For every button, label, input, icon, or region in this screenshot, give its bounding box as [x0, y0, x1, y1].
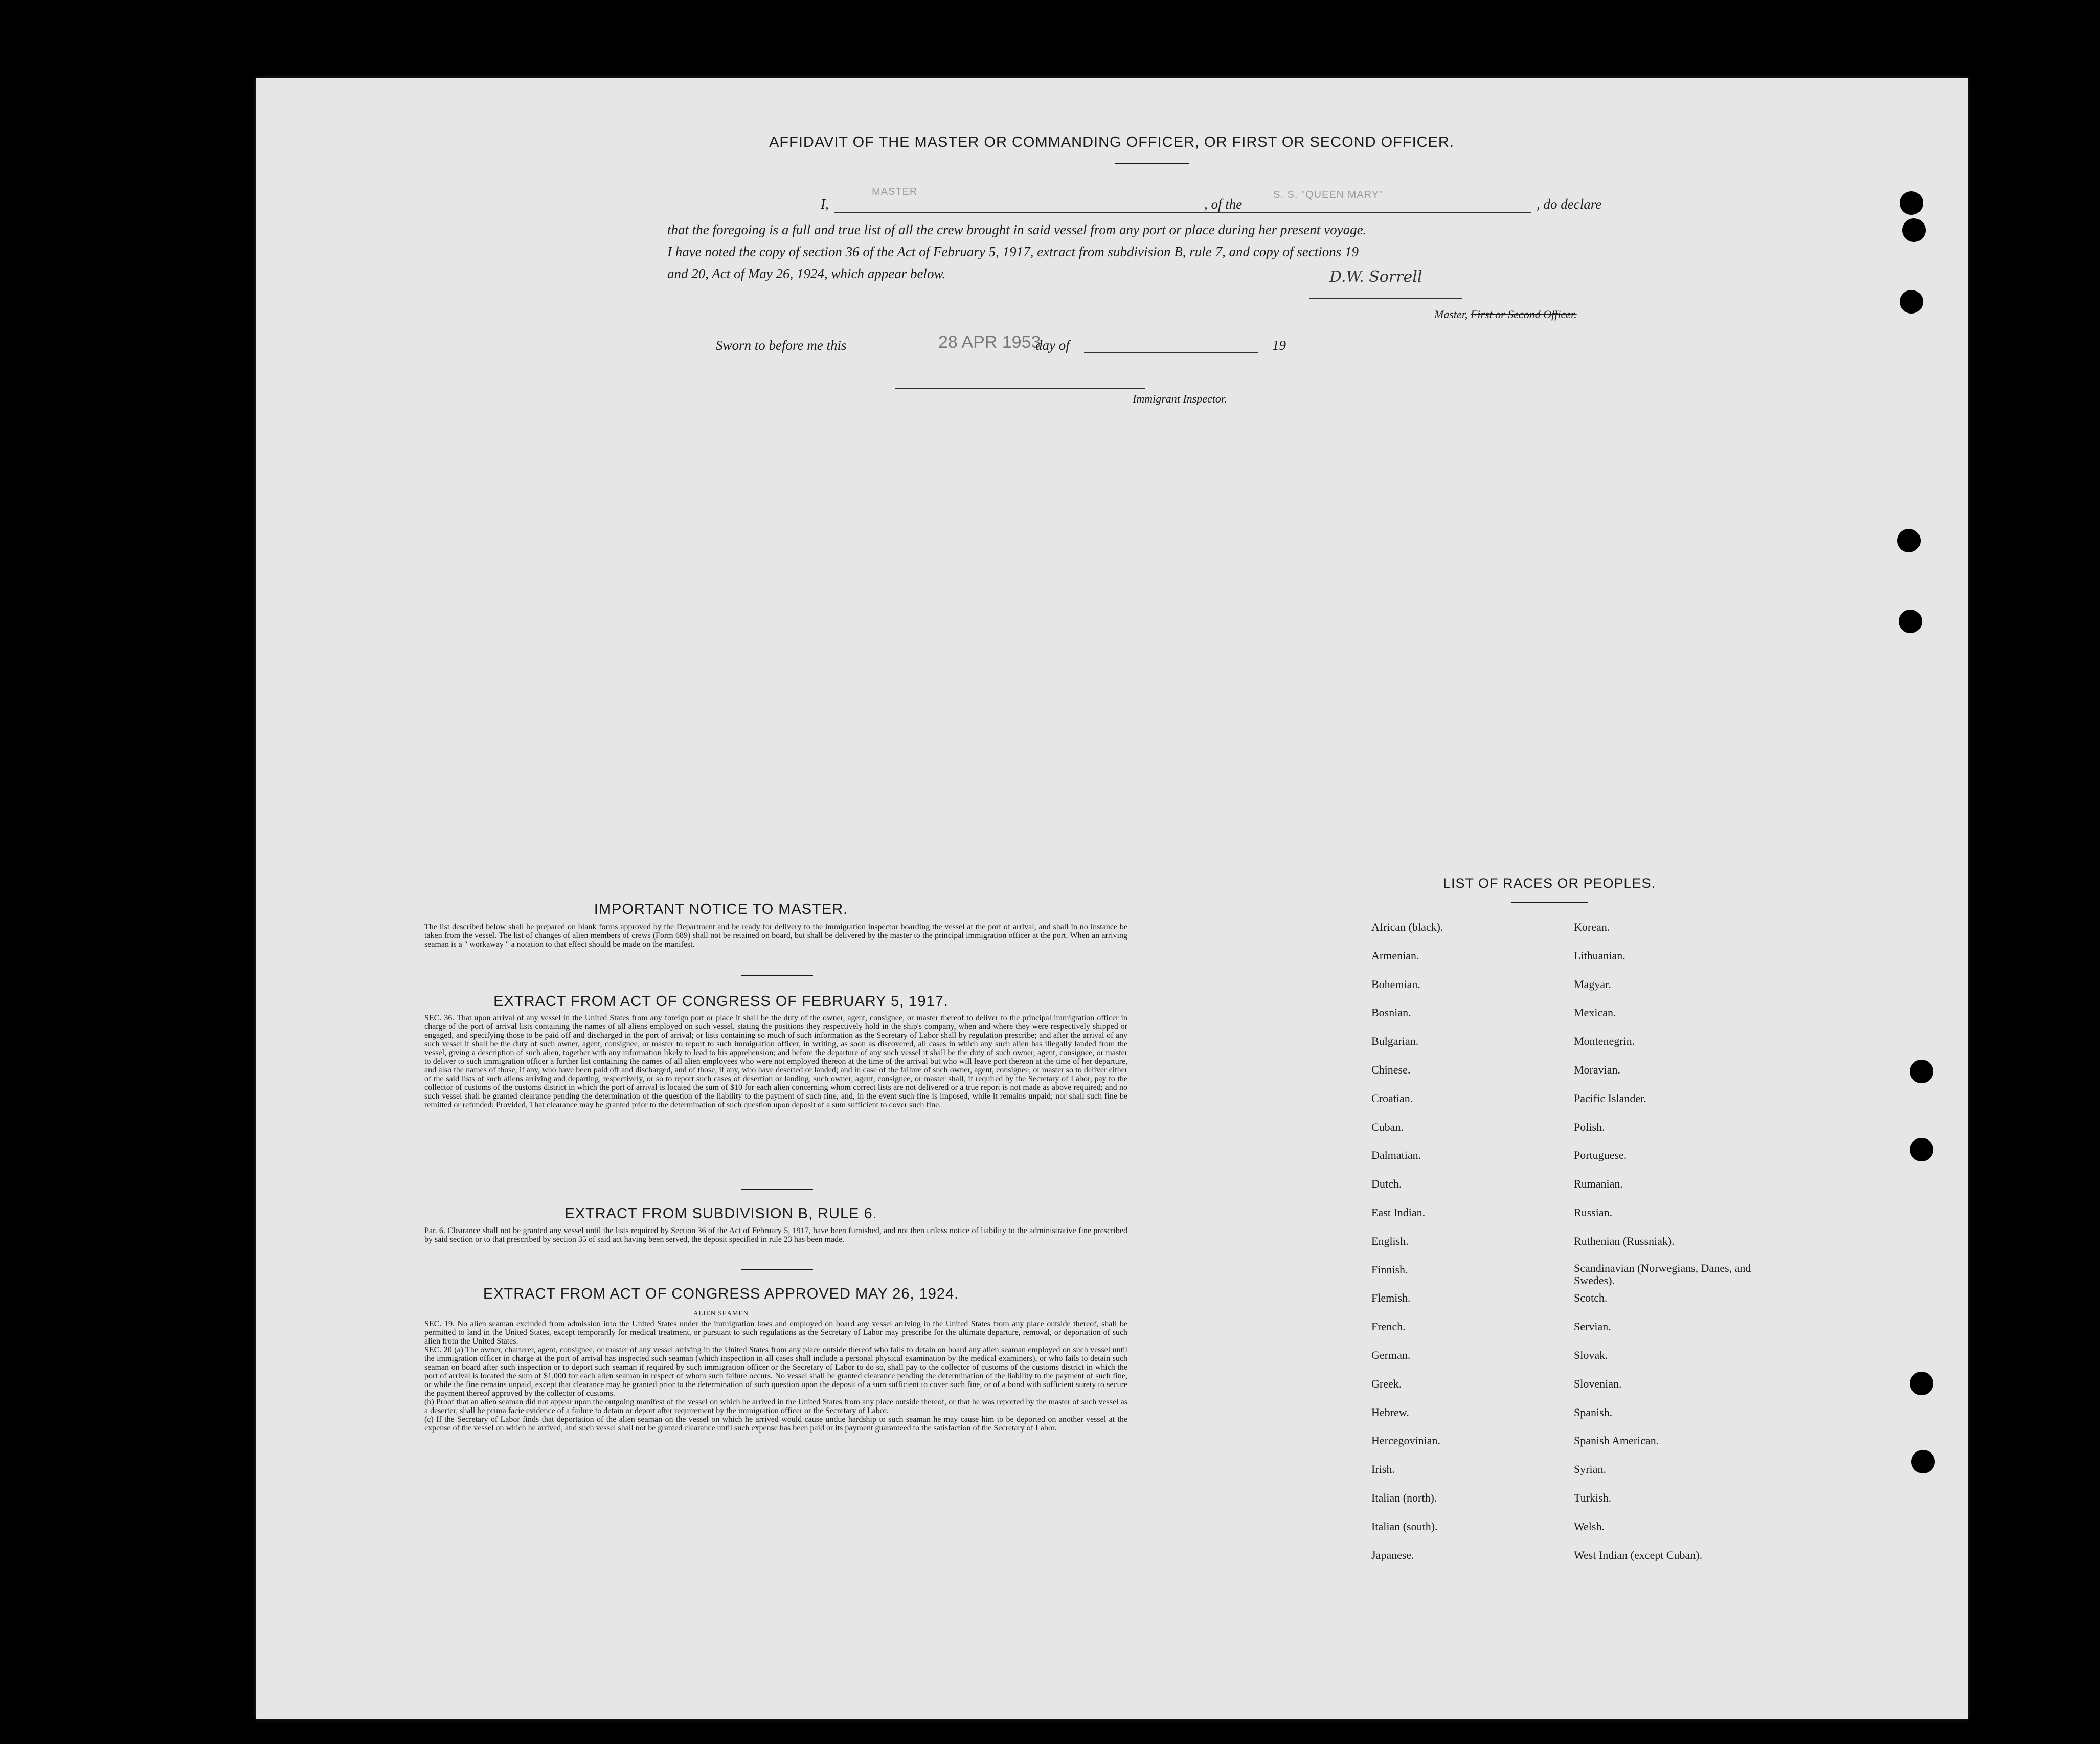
- extract-1917-title: EXTRACT FROM ACT OF CONGRESS OF FEBRUARY 5, 1917.: [493, 993, 949, 1010]
- race-item: Bohemian.: [1371, 977, 1420, 991]
- race-item: Montenegrin.: [1574, 1035, 1635, 1048]
- inspector-signature-line: [895, 388, 1145, 389]
- binding-hole: [1910, 1138, 1933, 1161]
- affidavit-i: I,: [821, 196, 829, 212]
- vessel-name-blank: [1250, 212, 1531, 213]
- affidavit-line-2: I have noted the copy of section 36 of the Act of February 5, 1917, extract from subdivision B, rule 7, and copy of sections 19: [667, 244, 1359, 259]
- extract-1924-sec20c: (c) If the Secretary of Labor finds that deportation of the alien seaman on the vessel on which he arrived would cause undue hardship to such seaman he may cause him to be deported on another vessel at the expense of the vessel on which he arrived, and such vessel shall not be granted clearance until such expense has been paid or its payment guaranteed to the satisfaction of the Secretary of Labor.: [424, 1415, 1127, 1433]
- master-signature: D.W. Sorrell: [1329, 268, 1422, 286]
- race-item: Slovak.: [1574, 1348, 1608, 1361]
- race-item: East Indian.: [1371, 1205, 1426, 1219]
- day-of-label: day of: [1035, 338, 1070, 353]
- binding-hole: [1910, 1060, 1933, 1083]
- extract-1924-sec20b: (b) Proof that an alien seaman did not appear upon the outgoing manifest of the vessel on which he arrived in the United States from any place outside thereof, or that he was reported by the master of such vessel as a deserter, shall be prima facie evidence of a failure to detain or deport after requirement by the immigration officer or the Secretary of Labor.: [424, 1398, 1127, 1415]
- sworn-label: Sworn to before me this: [716, 338, 847, 353]
- race-item: Scotch.: [1574, 1291, 1608, 1305]
- race-item: Welsh.: [1574, 1519, 1605, 1533]
- race-item: Dutch.: [1371, 1177, 1402, 1191]
- race-item: Irish.: [1371, 1463, 1395, 1476]
- race-item: Slovenian.: [1574, 1377, 1622, 1390]
- affidavit-title: AFFIDAVIT OF THE MASTER OR COMMANDING OFFICER, OR FIRST OR SECOND OFFICER.: [769, 134, 1454, 150]
- signer-role-struck: First or Second Officer.: [1470, 308, 1577, 321]
- race-item: Dalmatian.: [1371, 1149, 1421, 1162]
- notice-rule: [741, 975, 813, 976]
- race-item: Finnish.: [1371, 1263, 1408, 1276]
- race-item: Magyar.: [1574, 977, 1611, 991]
- binding-hole: [1902, 218, 1926, 242]
- binding-hole: [1899, 610, 1922, 633]
- affidavit-line-3: and 20, Act of May 26, 1924, which appear below.: [667, 266, 946, 281]
- month-blank: [1084, 352, 1258, 353]
- signer-role: [1434, 308, 1577, 321]
- race-item: Pacific Islander.: [1574, 1091, 1646, 1105]
- affidavit-line-1: that the foregoing is a full and true list of all the crew brought in said vessel from any port or place during her present voyage.: [667, 222, 1367, 237]
- races-title: LIST OF RACES OR PEOPLES.: [1442, 876, 1656, 891]
- date-stamp: 28 APR 1953: [938, 332, 1041, 352]
- race-item: Hercegovinian.: [1371, 1434, 1440, 1447]
- race-item: Lithuanian.: [1574, 949, 1625, 962]
- race-item: Cuban.: [1371, 1120, 1404, 1133]
- race-item: Portuguese.: [1574, 1149, 1627, 1162]
- binding-hole: [1910, 1372, 1933, 1395]
- race-item: Spanish.: [1574, 1405, 1613, 1419]
- extract-1924-subtitle: ALIEN SEAMEN: [693, 1309, 749, 1317]
- binding-hole: [1911, 1450, 1935, 1473]
- inspector-label: Immigrant Inspector.: [1133, 392, 1227, 405]
- race-item: Armenian.: [1371, 949, 1419, 962]
- races-rule: [1511, 902, 1588, 903]
- race-item: Hebrew.: [1371, 1405, 1409, 1419]
- race-item: Korean.: [1574, 921, 1610, 933]
- subdivision-b-body: Par. 6. Clearance shall not be granted any vessel until the lists required by Section 36 of the Act of February 5, 1917, have been furnished, and not then unless notice of liability to the administrative fine prescribed by said section or to that prescribed by section 35 of said act having been served, the deposit specified in rule 23 has been made.: [424, 1226, 1127, 1244]
- race-item: African (black).: [1371, 921, 1443, 933]
- extract-1924-body: [424, 1320, 1127, 1433]
- race-item: Turkish.: [1574, 1491, 1612, 1504]
- races-left-column: [1371, 920, 1576, 1576]
- race-item: Japanese.: [1371, 1548, 1414, 1561]
- races-right-column: [1574, 920, 1789, 1576]
- binding-hole: [1900, 290, 1923, 314]
- binding-hole: [1897, 529, 1921, 552]
- master-stamp: MASTER: [872, 186, 918, 197]
- of-the-label: , of the: [1204, 196, 1243, 212]
- race-item: Polish.: [1574, 1120, 1605, 1133]
- subdivision-b-title: EXTRACT FROM SUBDIVISION B, RULE 6.: [564, 1205, 877, 1222]
- race-item: Bosnian.: [1371, 1006, 1411, 1019]
- race-item: Greek.: [1371, 1377, 1402, 1390]
- race-item: French.: [1371, 1320, 1406, 1333]
- race-item: German.: [1371, 1348, 1411, 1361]
- extract-1924-title: EXTRACT FROM ACT OF CONGRESS APPROVED MAY 26, 1924.: [483, 1286, 959, 1302]
- binding-hole: [1900, 191, 1923, 215]
- race-item: Russian.: [1574, 1205, 1613, 1219]
- title-rule: [1115, 163, 1189, 164]
- race-item: West Indian (except Cuban).: [1574, 1548, 1703, 1561]
- subdivision-b-rule: [741, 1269, 813, 1270]
- race-item: Mexican.: [1574, 1006, 1616, 1019]
- notice-body: The list described below shall be prepared on blank forms approved by the Department and be ready for delivery to the immigration inspector boarding the vessel at the port of arrival, and shall in no instance be taken from the vessel. The list of changes of alien members of crews (Form 689) shall not be retained on board, but shall be delivered by the master to the principal immigration officer at the port. When an arriving seaman is a " workaway " a notation to that effect should be made on the manifest.: [424, 923, 1127, 949]
- race-item: Servian.: [1574, 1320, 1611, 1333]
- race-item: Bulgarian.: [1371, 1035, 1419, 1048]
- race-item: Scandinavian (Norwegians, Danes, and Swedes).: [1574, 1261, 1751, 1287]
- extract-1924-sec20a: SEC. 20 (a) The owner, charterer, agent, consignee, or master of any vessel arriving in the United States from any place outside thereof who fails to detain on board any alien seaman employed on such vessel until the immigration officer in charge at the port of arrival has inspected such seaman (which inspection in all cases shall include a personal physical examination by the medical examiners), or who fails to detain such seaman on board after such inspection or to deport such seaman if required by such immigration officer or the Secretary of Labor to do so, shall pay to the collector of customs of the customs district in which the port of arrival is located the sum of $1,000 for each alien seaman in respect of whom such failure occurs. No vessel shall be granted clearance pending the determination of the liability to the payment of such fine, or while the fine remains unpaid, except that clearance may be granted prior to the determination of such question upon the deposit of a sum sufficient to cover such fine, or of a bond with sufficient surety to secure the payment thereof approved by the collector of customs.: [424, 1346, 1127, 1398]
- extract-1924-sec19: SEC. 19. No alien seaman excluded from admission into the United States under the immigration laws and employed on board any vessel arriving in the United States from any place outside thereof, shall be permitted to land in the United States, except temporarily for medical treatment, or pursuant to such regulations as the Secretary of Labor may prescribe for the ultimate departure, removal, or deportation of such alien from the United States.: [424, 1320, 1127, 1346]
- race-item: Moravian.: [1574, 1063, 1621, 1076]
- race-item: Syrian.: [1574, 1463, 1606, 1476]
- document-page: [256, 78, 1968, 1719]
- vessel-stamp: S. S. "QUEEN MARY": [1273, 189, 1384, 200]
- affidavit-body: [667, 219, 1631, 285]
- year-prefix: 19: [1272, 338, 1286, 353]
- race-item: Rumanian.: [1574, 1177, 1623, 1191]
- race-item: Chinese.: [1371, 1063, 1411, 1076]
- notice-title: IMPORTANT NOTICE TO MASTER.: [594, 901, 848, 918]
- signer-role-master: Master,: [1434, 308, 1471, 321]
- race-item: Italian (south).: [1371, 1519, 1438, 1533]
- signature-line: [1309, 298, 1462, 299]
- extract-1917-body: SEC. 36. That upon arrival of any vessel in the United States from any foreign port or place it shall be the duty of the owner, agent, consignee, or master thereof to deliver to the principal immigration officer in charge of the port of arrival lists containing the names of all aliens employed on such vessel, stating the positions they respectively hold in the ship's company, when and where they were respectively shipped or engaged, and specifying those to be paid off and discharged in the port of arrival; or lists containing so much of such information as the Secretary of Labor shall by regulation prescribe; and after the arrival of any such vessel it shall be the duty of such owner, agent, consignee, or master to report to such immigration officer, in writing, as soon as discovered, all cases in which any such alien has illegally landed from the vessel, giving a description of such alien, together with any information likely to lead to his apprehension; and before the departure of any such vessel it shall be the duty of such owner, agent, consignee, or master to deliver to such immigration officer a further list containing the names of all alien employees who were not employed thereon at the time of the arrival but who will leave port thereon at the time of her departure, and also the names of those, if any, who have been paid off and discharged, and of those, if any, who have deserted or landed; and in case of the failure of such owner, agent, consignee, or master so to deliver either of the said lists of such aliens arriving and departing, respectively, or so to report such cases of desertion or landing, such owner, agent, consignee, or master shall, if required by the Secretary of Labor, pay to the collector of customs of the customs district in which the port of arrival is located the sum of $10 for each alien concerning whom correct lists are not delivered or a true report is not made as above required; and no such vessel shall be granted clearance pending the determination of the question of the liability to the payment of such fine, and, in the event such fine is imposed, while it remains unpaid; nor shall such fine be remitted or refunded: Provided, That clearance may be granted prior to the determination of such question upon deposit of a sum sufficient to cover such fine.: [424, 1014, 1127, 1109]
- race-item: Italian (north).: [1371, 1491, 1437, 1504]
- race-item: English.: [1371, 1234, 1409, 1247]
- race-item: Spanish American.: [1574, 1434, 1659, 1447]
- extract-1917-rule: [741, 1189, 813, 1190]
- race-item: Croatian.: [1371, 1091, 1413, 1105]
- race-item: Ruthenian (Russniak).: [1574, 1234, 1675, 1247]
- do-declare-label: , do declare: [1537, 196, 1602, 212]
- race-item: Flemish.: [1371, 1291, 1411, 1305]
